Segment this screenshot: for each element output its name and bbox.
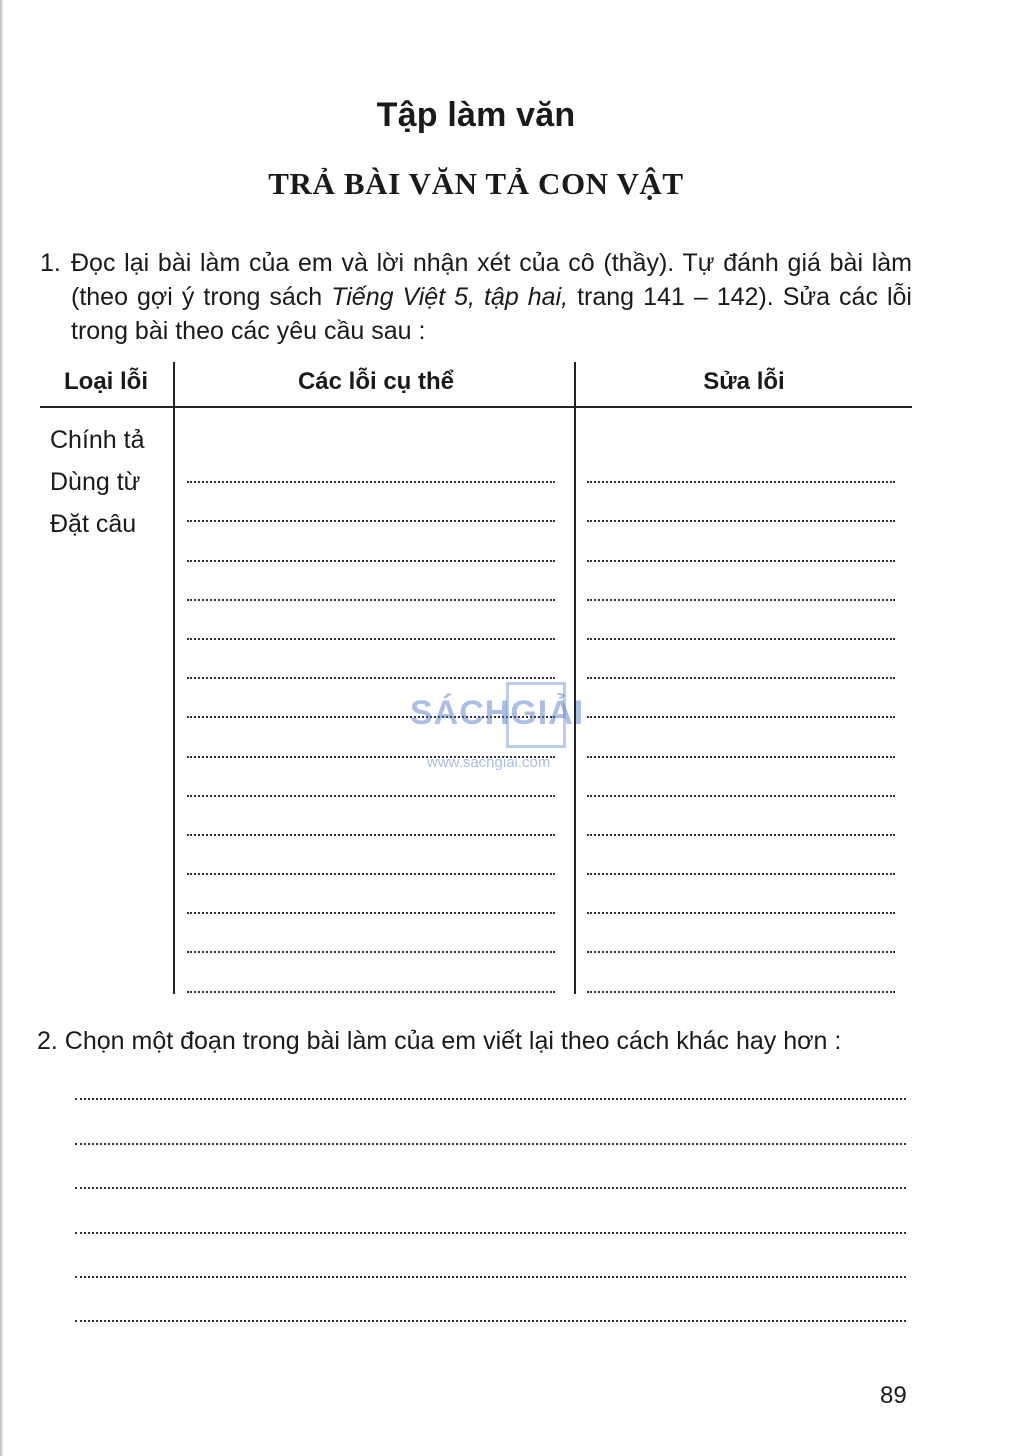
answer-line[interactable] xyxy=(587,875,895,914)
watermark-url: www.sachgiai.com xyxy=(427,754,551,771)
answer-line[interactable] xyxy=(75,1234,906,1278)
answer-line[interactable] xyxy=(75,1056,906,1100)
header-rule xyxy=(40,406,912,408)
header-corrections: Sửa lỗi xyxy=(703,368,785,395)
error-type-spelling: Chính tả xyxy=(50,426,145,454)
watermark xyxy=(410,682,620,782)
answer-line[interactable] xyxy=(75,1278,906,1322)
error-type-list xyxy=(50,424,145,550)
answer-line[interactable] xyxy=(587,679,895,718)
page-edge xyxy=(0,0,3,1456)
corrections-lines xyxy=(587,444,895,993)
answer-line[interactable] xyxy=(187,522,555,561)
answer-line[interactable] xyxy=(75,1100,906,1144)
lesson-title: TRẢ BÀI VĂN TẢ CON VẬT xyxy=(268,166,684,201)
book-reference: Tiếng Việt 5, tập hai, xyxy=(331,283,569,311)
answer-line[interactable] xyxy=(187,640,555,679)
question-2-answer-lines xyxy=(75,1056,906,1322)
answer-line[interactable] xyxy=(187,562,555,601)
question-1 xyxy=(40,246,912,348)
header-specific-errors: Các lỗi cụ thể xyxy=(297,368,455,395)
answer-line[interactable] xyxy=(587,718,895,757)
header-error-type: Loại lỗi xyxy=(64,368,148,395)
answer-line[interactable] xyxy=(587,953,895,992)
question-1-number: 1. xyxy=(40,249,61,277)
error-table xyxy=(38,360,912,995)
subject-title: Tập làm văn xyxy=(376,96,576,134)
answer-line[interactable] xyxy=(187,836,555,875)
error-type-sentence: Đặt câu xyxy=(50,510,137,538)
question-1-text: Đọc lại bài làm của em và lời nhận xét của cô (thầy). Tự đánh giá bài làm (theo gợi ý trong sách Tiếng Việt 5, tập hai, trang 141 – 142). Sửa các lỗi trong bài theo các yêu cầu sau : xyxy=(71,249,912,345)
column-divider xyxy=(173,362,175,994)
answer-line[interactable] xyxy=(187,483,555,522)
answer-line[interactable] xyxy=(587,797,895,836)
answer-line[interactable] xyxy=(187,914,555,953)
answer-line[interactable] xyxy=(187,875,555,914)
column-divider xyxy=(574,362,576,994)
answer-line[interactable] xyxy=(187,797,555,836)
answer-line[interactable] xyxy=(587,483,895,522)
answer-line[interactable] xyxy=(587,601,895,640)
answer-line[interactable] xyxy=(187,444,555,483)
answer-line[interactable] xyxy=(587,640,895,679)
answer-line[interactable] xyxy=(187,601,555,640)
answer-line[interactable] xyxy=(75,1189,906,1233)
answer-line[interactable] xyxy=(587,522,895,561)
watermark-brand: SÁCHGIẢI xyxy=(410,694,585,732)
question-2: 2. Chọn một đoạn trong bài làm của em viết lại theo cách khác hay hơn : xyxy=(37,1027,842,1055)
answer-line[interactable] xyxy=(587,836,895,875)
answer-line[interactable] xyxy=(587,562,895,601)
answer-line[interactable] xyxy=(587,444,895,483)
error-type-word-usage: Dùng từ xyxy=(50,468,141,496)
answer-line[interactable] xyxy=(587,758,895,797)
answer-line[interactable] xyxy=(187,953,555,992)
answer-line[interactable] xyxy=(587,914,895,953)
page-number: 89 xyxy=(880,1382,907,1409)
answer-line[interactable] xyxy=(75,1145,906,1189)
